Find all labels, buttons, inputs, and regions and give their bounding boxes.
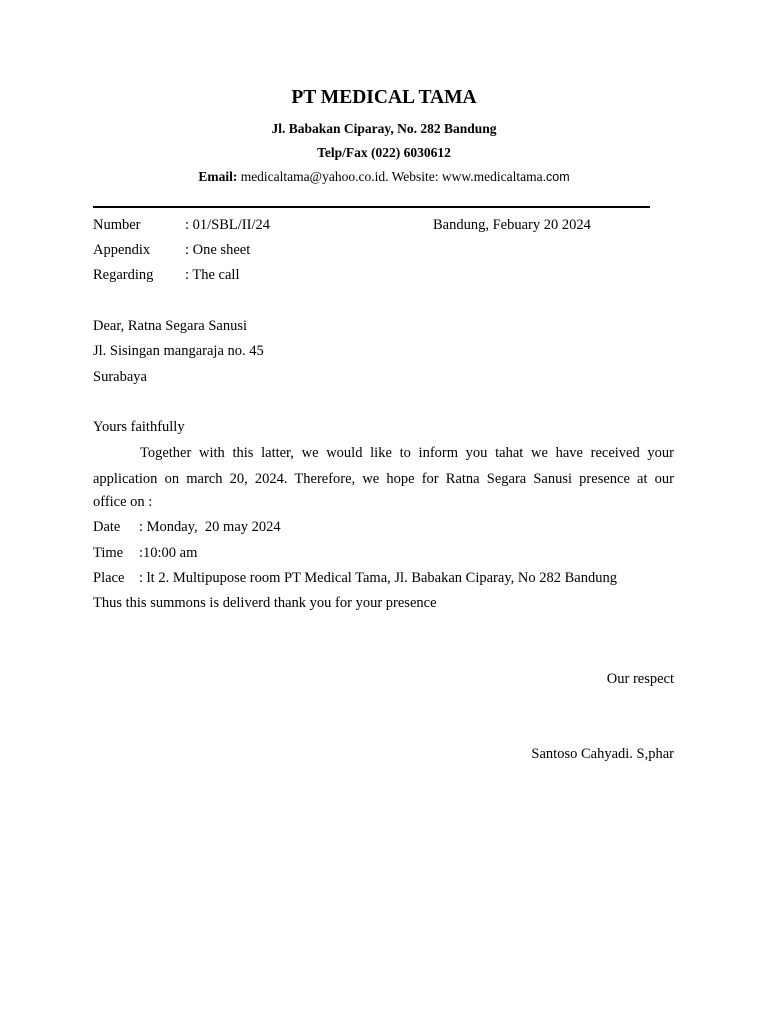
- email-value: medicaltama@yahoo.co.id: [240, 169, 386, 184]
- company-address: Jl. Babakan Ciparay, No. 282 Bandung: [271, 121, 497, 136]
- regarding-label: Regarding: [93, 267, 154, 283]
- place-date: Bandung, Febuary 20 2024: [433, 217, 591, 233]
- appendix-value: : One sheet: [185, 242, 251, 258]
- date-value: : Monday, 20 may 2024: [139, 519, 281, 535]
- closing-respect: Our respect: [606, 671, 674, 687]
- recipient-street: Jl. Sisingan mangaraja no. 45: [93, 343, 264, 359]
- website-tld: .com: [542, 170, 570, 184]
- place-value: : lt 2. Multipupose room PT Medical Tama, Jl. Babakan Ciparay, No 282 Bandung: [139, 570, 617, 586]
- signatory-name: Santoso Cahyadi. S,phar: [531, 746, 674, 762]
- number-label: Number: [93, 217, 141, 233]
- company-phone: Telp/Fax (022) 6030612: [317, 145, 451, 160]
- number-value: : 01/SBL/II/24: [185, 217, 270, 233]
- time-label: Time: [93, 545, 124, 561]
- place-label: Place: [93, 570, 125, 586]
- recipient-greeting: Dear, Ratna Segara Sanusi: [93, 318, 248, 334]
- contact-line: [0, 169, 768, 185]
- company-name: PT MEDICAL TAMA: [291, 87, 477, 108]
- header-divider: [93, 206, 650, 208]
- recipient-city: Surabaya: [93, 369, 147, 385]
- body-paragraph-text: Together with this latter, we would like to inform you tahat we have received your application on march 20, 2024. Therefore, we hope for Ratna Segara Sanusi presence at our: [93, 445, 674, 487]
- website-text: . Website: www.medicaltama: [385, 169, 543, 184]
- date-label: Date: [93, 519, 121, 535]
- time-value: :10:00 am: [139, 545, 198, 561]
- closing-line: Thus this summons is deliverd thank you for your presence: [93, 595, 437, 611]
- body-paragraph: [93, 441, 674, 518]
- regarding-value: : The call: [185, 267, 240, 283]
- salutation: Yours faithfully: [93, 419, 185, 435]
- email-label: Email:: [198, 169, 238, 184]
- appendix-label: Appendix: [93, 242, 151, 258]
- body-paragraph-last-line: office on :: [93, 494, 153, 510]
